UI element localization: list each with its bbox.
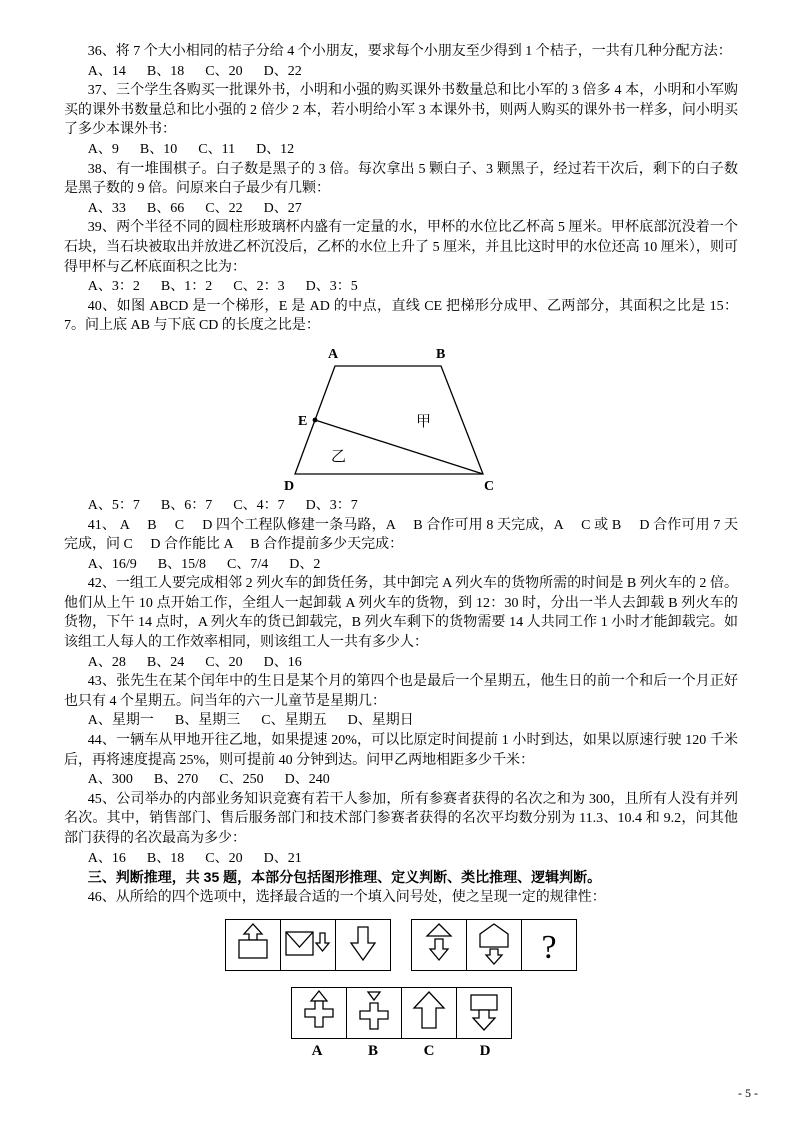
question-39-text: 39、两个半径不同的圆柱形玻璃杯内盛有一定量的水，甲杯的水位比乙杯高 5 厘米。甲杯底部沉没着一个石块，当石块被取出并放进乙杯沉没后，乙杯的水位上升了 5 厘米，并且比这时甲的水位还高 10 厘米），则可得甲杯与乙杯底面积之比为： (64, 220, 738, 275)
question-44-options: A、300 B、270 C、250 D、240 (87, 772, 330, 788)
question-45-text: 45、公司举办的内部业务知识竞赛有若干人参加，所有参赛者获得的名次之和为 300，且所有人没有并列名次。其中，销售部门、售后服务部门和技术部门参赛者获得的名次平均数分别为 11.3、10.4 和 9.2，问其他部门获得的名次最高为多少： (64, 791, 738, 846)
q46-sequence-group-2 (411, 919, 577, 971)
question-mark-icon (522, 920, 576, 970)
q46-sequence-row (64, 919, 738, 971)
sequence-group-gap (391, 919, 411, 971)
question-43-text: 43、张先生在某个闰年中的生日是某个月的第四个也是最后一个星期五，他生日的前一个和后一个月正好也只有 4 个星期五。问当年的六一儿童节是星期几： (64, 674, 738, 709)
answer-label-D: D (479, 1043, 491, 1060)
up-arrow-over-box-icon (226, 920, 280, 970)
vertex-label-A: A (328, 346, 339, 362)
q46-answer-row (64, 987, 738, 1039)
trapezoid-outline (295, 366, 483, 474)
question-41-options: A、16/9 B、15/8 C、7/4 D、2 (87, 556, 321, 572)
answer-label-C: C (423, 1043, 435, 1060)
page-number: - 5 - (738, 1086, 758, 1100)
vertex-label-D: D (284, 478, 295, 494)
q46-seq1-cell-1 (225, 919, 281, 971)
q46-question-mark-cell (521, 919, 577, 971)
question-mark-glyph: ? (541, 929, 557, 967)
big-up-arrow-icon (402, 988, 456, 1038)
question-45-options: A、16 B、18 C、20 D、21 (87, 850, 302, 866)
q46-seq1-cell-2 (280, 919, 336, 971)
question-42-text: 42、一组工人要完成相邻 2 列火车的卸货任务，其中卸完 A 列火车的货物所需的时间是 B 列火车的 2 倍。他们从上午 10 点开始工作，全组人一起卸载 A 列火车的货物，到 12：30 时，分出一半人去卸载 B 列火车的货物，下午 14 点时，A 列火车的货已卸载完，B 列火车剩下的货物需要 14 人共同工作 1 小时才能卸载完。如该组工人每人的工作效率相同，则该组工人一共有多少人： (64, 576, 738, 651)
q46-sequence-group-1 (225, 919, 391, 971)
q46-answer-cell-C (401, 987, 457, 1039)
q46-answer-cell-B (346, 987, 402, 1039)
question-37-options: A、9 B、10 C、11 D、12 (87, 141, 295, 157)
question-40-text: 40、如图 ABCD 是一个梯形，E 是 AD 的中点，直线 CE 把梯形分成甲、乙两部分，其面积之比是 15：7。问上底 AB 与下底 CD 的长度之比是： (64, 298, 738, 334)
section-header-judgment-reasoning: 三、判断推理，共 35 题，本部分包括图形推理、定义判断、类比推理、逻辑判断。 (87, 869, 602, 886)
q46-answer-cell-D (456, 987, 512, 1039)
q46-seq1-cell-3 (335, 919, 391, 971)
triangle-over-down-arrow-icon (412, 920, 466, 970)
trapezoid-figure (64, 342, 738, 494)
answer-label-B: B (367, 1043, 378, 1060)
question-36-options: A、14 B、18 C、20 D、22 (87, 63, 302, 79)
pentagon-over-down-arrow-icon (467, 920, 521, 970)
region-label-yi: 乙 (331, 448, 347, 465)
box-over-down-arrow-icon (457, 988, 511, 1038)
arrowhead-over-cross-icon (292, 988, 346, 1038)
q46-seq2-cell-1 (411, 919, 467, 971)
q46-answer-cell-A (291, 987, 347, 1039)
point-label-E: E (298, 413, 308, 429)
question-42-options: A、28 B、24 C、20 D、16 (87, 654, 302, 670)
question-44-text: 44、一辆车从甲地开往乙地，如果提速 20%，可以比原定时间提前 1 小时到达，如果以原速行驶 120 千米后，再将速度提高 25%，则可提前 40 分钟到达。问甲乙两地相距多少千米： (64, 733, 738, 768)
trapezoid-diagram (271, 342, 531, 494)
q46-seq2-cell-2 (466, 919, 522, 971)
envelope-with-down-arrow-icon (281, 920, 335, 970)
question-38-options: A、33 B、66 C、22 D、27 (87, 200, 302, 216)
q46-answer-labels (64, 1042, 738, 1062)
question-37-text: 37、三个学生各购买一批课外书，小明和小强的购买课外书数量总和比小军的 3 倍多 4 本，小明和小军购买的课外书数量总和比小强的 2 倍少 2 本，若小明给小军 3 本课外书，则两人购买的课外书一样多，问小明买了多少本课外书： (64, 83, 738, 138)
question-39-options: A、3：2 B、1：2 C、2：3 D、3：5 (87, 279, 358, 295)
down-arrow-icon (336, 920, 390, 970)
line-EC (315, 420, 483, 474)
answer-label-A: A (311, 1043, 323, 1060)
question-40-options: A、5：7 B、6：7 C、4：7 D、3：7 (87, 497, 358, 513)
question-38-text: 38、有一堆围棋子。白子数是黑子的 3 倍。每次拿出 5 颗白子、3 颗黑子，经过若干次后，剩下的白子数是黑子数的 9 倍。问原来白子最少有几颗： (64, 161, 738, 197)
vertex-label-B: B (436, 346, 446, 362)
region-label-jia: 甲 (416, 413, 432, 430)
question-46-text: 46、从所给的四个选项中，选择最合适的一个填入问号处，使之呈现一定的规律性： (87, 889, 606, 905)
down-triangle-over-cross-icon (347, 988, 401, 1038)
question-41-text: 41、 A B C D 四个工程队修建一条马路，A B 合作可用 8 天完成，A C 或 B D 合作可用 7 天完成，问 C D 合作能比 A B 合作提前多少天完成： (64, 517, 738, 553)
question-36-text: 36、将 7 个大小相同的桔子分给 4 个小朋友，要求每个小朋友至少得到 1 个桔子，一共有几种分配方法： (87, 44, 732, 59)
question-43-options: A、星期一 B、星期三 C、星期五 D、星期日 (87, 713, 414, 729)
point-E-dot (313, 418, 318, 423)
vertex-label-C: C (484, 478, 495, 494)
